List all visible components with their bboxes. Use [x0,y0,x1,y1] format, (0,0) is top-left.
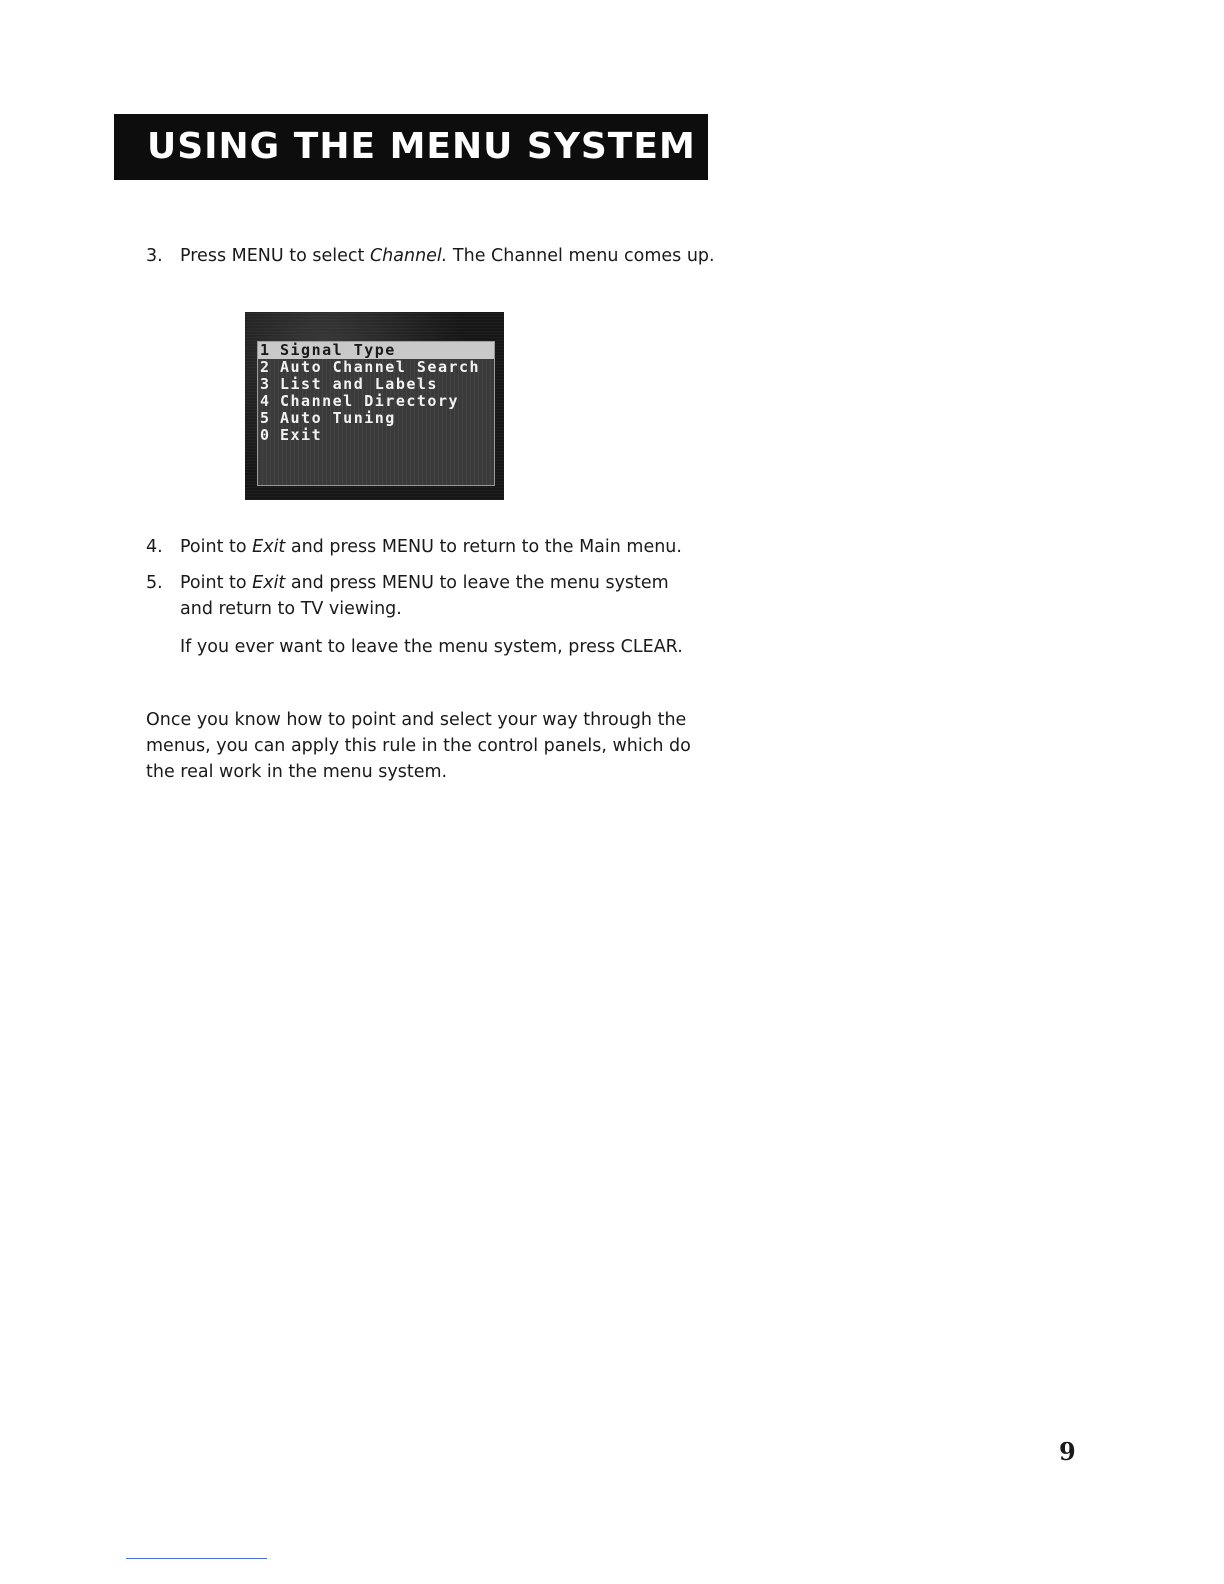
menu-item-list-and-labels [258,376,494,393]
note-text: If you ever want to leave the menu system, press CLEAR. [180,637,683,657]
menu-item-exit [258,427,494,444]
step-number: 3. [146,246,163,266]
footer-rule [126,1558,267,1559]
menu-item-number: 5 [260,409,271,427]
closing-paragraph: Once you know how to point and select your way through the menus, you can apply this rule in the control panels, which do the real work in the menu system. [146,710,691,782]
menu-item-number: 1 [260,341,271,359]
menu-item-label: Signal Type [280,341,396,359]
step-emphasis: Channel. [369,246,448,266]
menu-item-number: 4 [260,392,271,410]
step-number: 5. [146,573,163,593]
menu-item-auto-channel-search [258,359,494,376]
step-text: Point to Exit and press MENU to return to the Main menu. [180,537,682,557]
menu-item-channel-directory [258,393,494,410]
menu-item-label: Auto Tuning [280,409,396,427]
step-emphasis: Exit [252,573,286,593]
menu-item-signal-type [258,342,494,359]
menu-item-auto-tuning [258,410,494,427]
menu-item-label: Auto Channel Search [280,358,481,376]
menu-item-number: 0 [260,426,271,444]
menu-item-number: 3 [260,375,271,393]
channel-menu-list [258,342,494,444]
menu-item-number: 2 [260,358,271,376]
section-title: USING THE MENU SYSTEM [147,126,696,167]
step-emphasis: Exit [252,537,286,557]
menu-item-label: Channel Directory [280,392,460,410]
page-number: 9 [1059,1437,1076,1466]
menu-item-label: Exit [280,426,323,444]
step-number: 4. [146,537,163,557]
menu-item-label: List and Labels [280,375,438,393]
step-text: Press MENU to select Channel. The Channel menu comes up. [180,246,715,266]
step-text: Point to Exit and press MENU to leave the menu system and return to TV viewing. [180,573,669,619]
